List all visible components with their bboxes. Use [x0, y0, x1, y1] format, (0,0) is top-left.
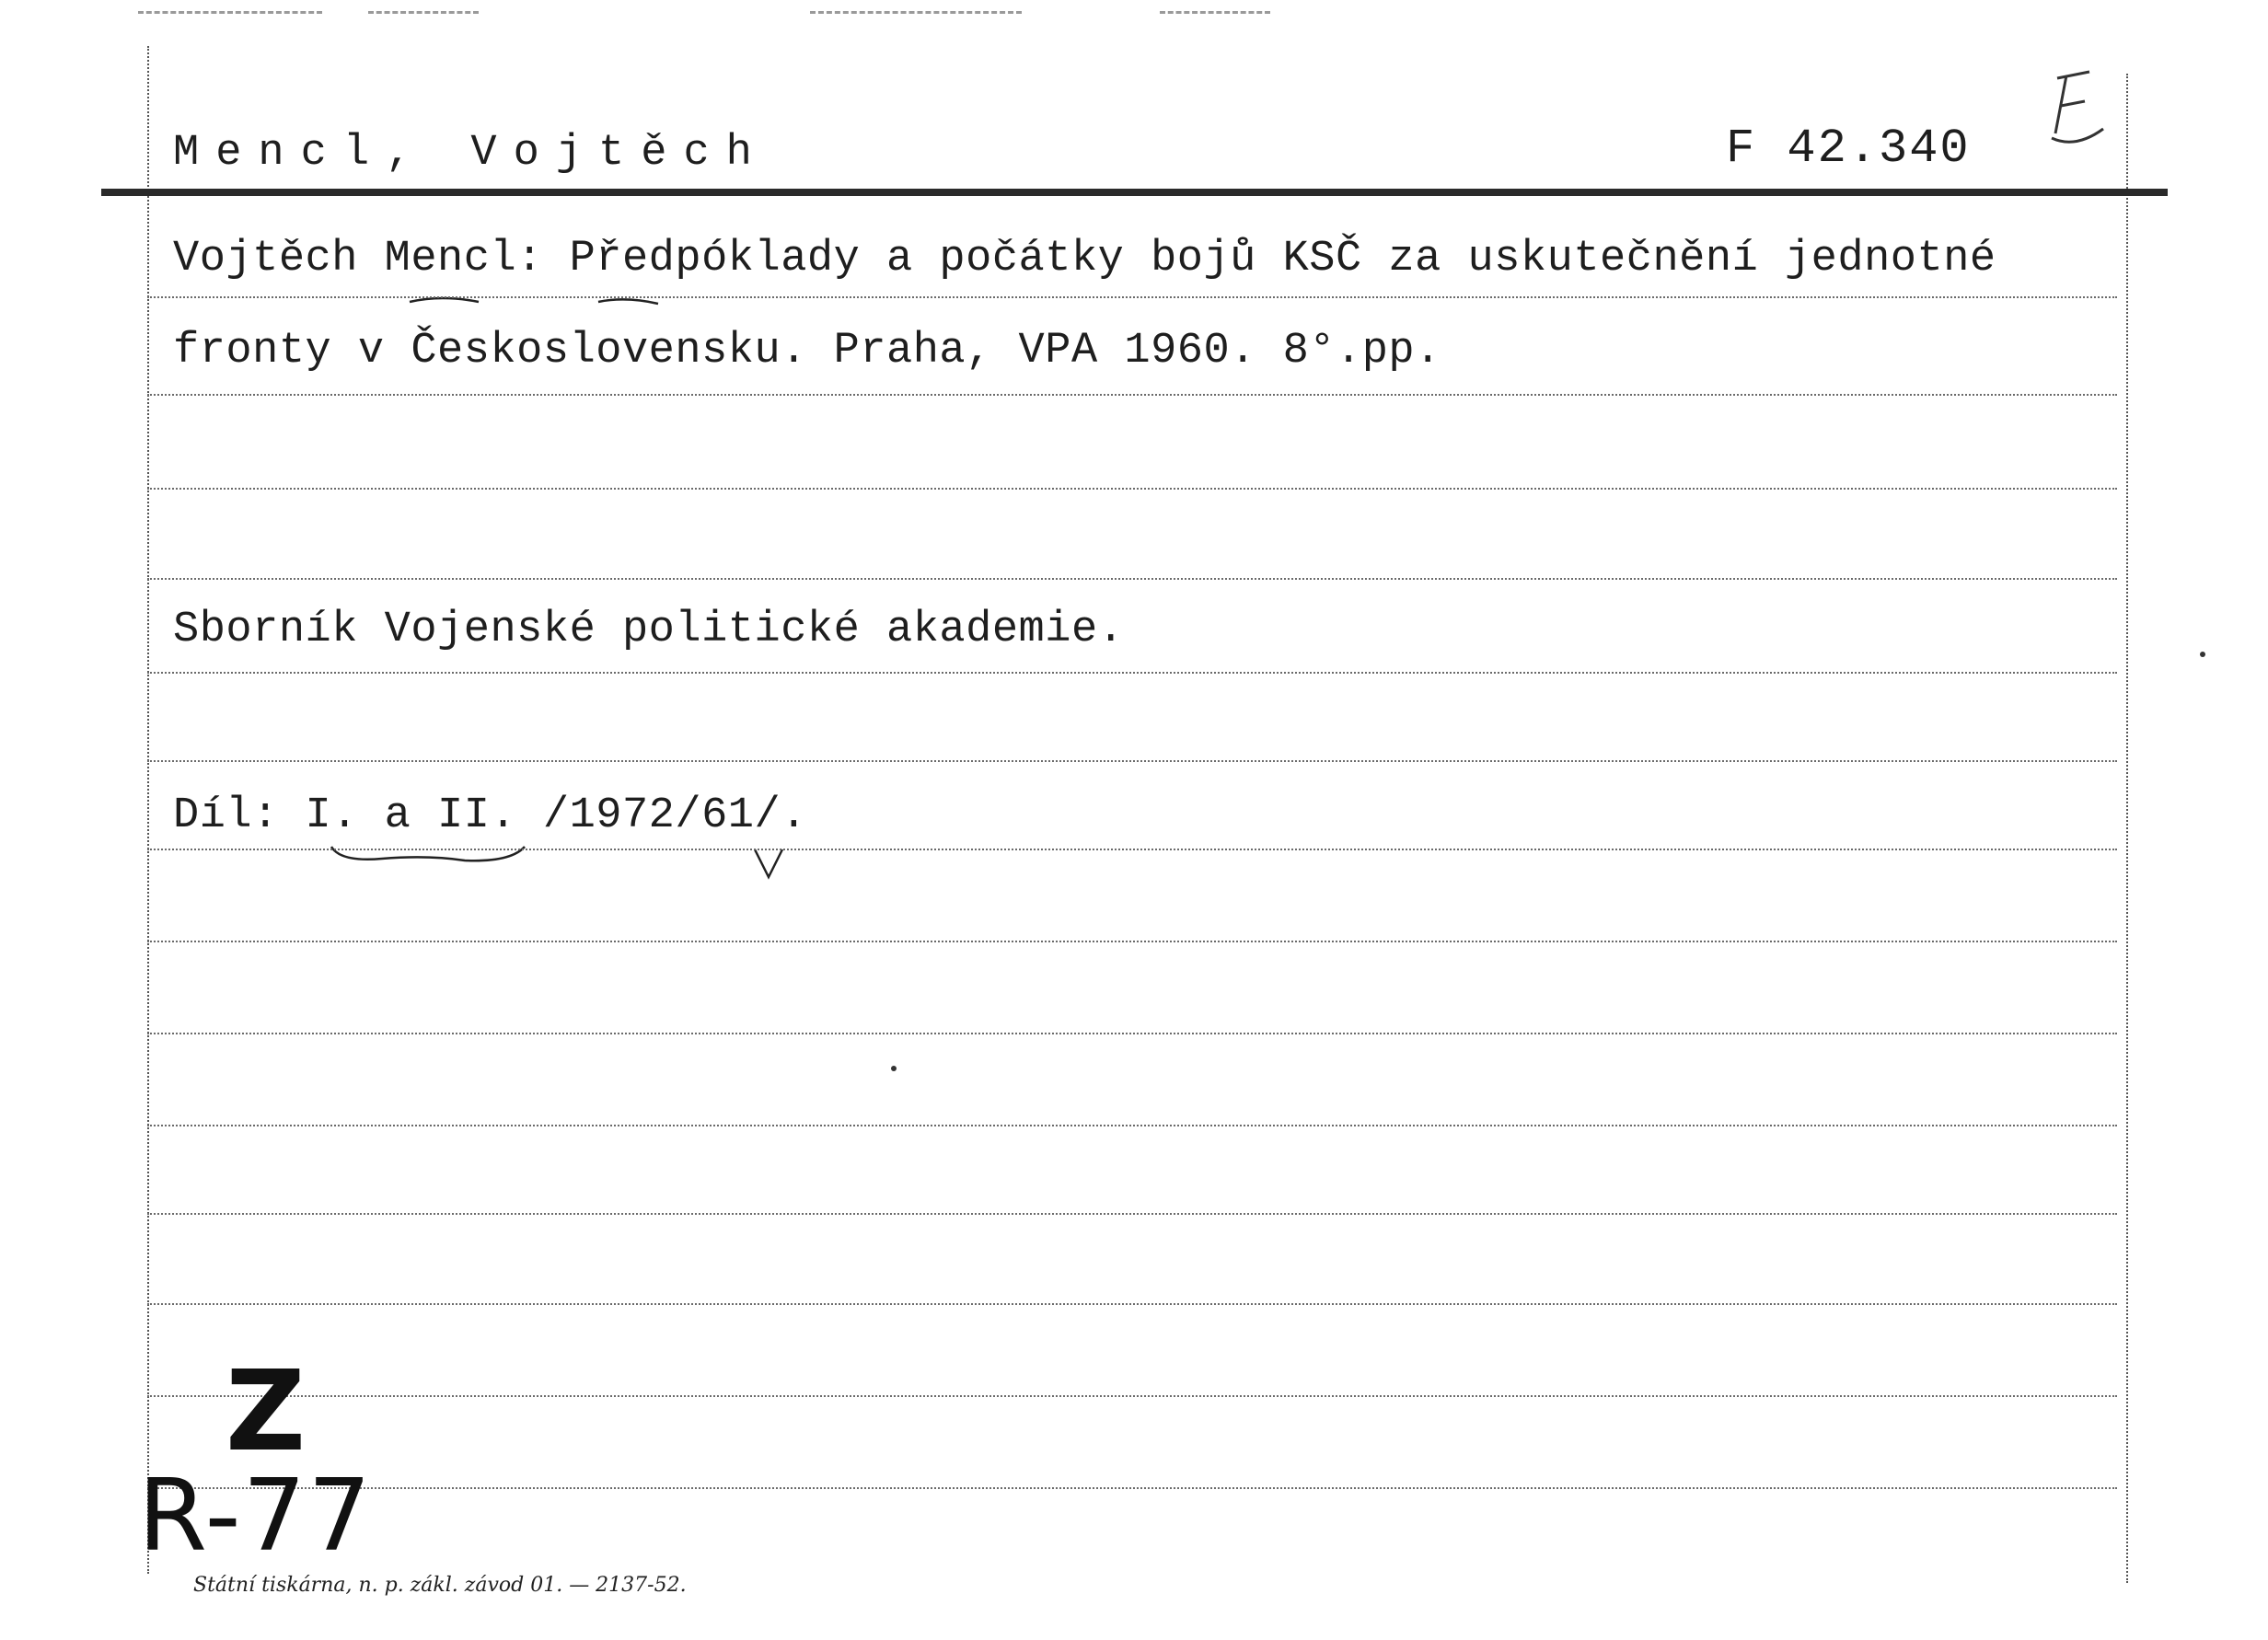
handwritten-bracket-mark [327, 842, 529, 870]
top-edge-mark [138, 11, 322, 14]
ruled-line [147, 672, 2117, 674]
title-line-1: Vojtěch Mencl: Předpóklady a počátky bojů KSČ za uskutečnění jednotné [173, 235, 1996, 283]
ruled-line [147, 1125, 2117, 1126]
stamp-letter: Z [226, 1348, 307, 1476]
ruled-line [147, 1303, 2117, 1305]
ruled-line [147, 488, 2117, 490]
right-margin-line [2126, 74, 2128, 1583]
top-edge-mark [810, 11, 1022, 14]
ruled-line [147, 1033, 2117, 1034]
heading-rule [101, 189, 2168, 196]
ruled-line [147, 760, 2117, 762]
call-number: F 42.340 [1726, 121, 1971, 176]
printer-imprint: Státní tiskárna, n. p. zákl. závod 01. — 2137-52. [193, 1574, 687, 1597]
stamp-code: R-77 [138, 1459, 374, 1574]
top-edge-mark [368, 11, 479, 14]
ruled-line [147, 1395, 2117, 1397]
ink-speck [2200, 652, 2205, 657]
handwritten-corner-mark [2039, 64, 2112, 166]
ruled-line [147, 578, 2117, 580]
ruled-line [147, 296, 2117, 298]
author-heading: Mencl, Vojtěch [173, 129, 769, 178]
ruled-line [147, 849, 2117, 850]
ruled-line [147, 1487, 2117, 1489]
handwritten-check-mark [750, 845, 787, 882]
title-line-2: fronty v Československu. Praha, VPA 1960. 8°.pp. [173, 327, 1441, 375]
series-line: Sborník Vojenské politické akademie. [173, 606, 1125, 654]
ruled-line [147, 941, 2117, 942]
handwritten-underline [405, 293, 663, 311]
ink-speck [891, 1066, 897, 1071]
ruled-line [147, 1213, 2117, 1215]
top-edge-mark [1160, 11, 1270, 14]
left-margin-line [147, 46, 149, 1574]
ruled-line [147, 394, 2117, 396]
volume-line: Díl: I. a II. /1972/61/. [173, 791, 807, 840]
